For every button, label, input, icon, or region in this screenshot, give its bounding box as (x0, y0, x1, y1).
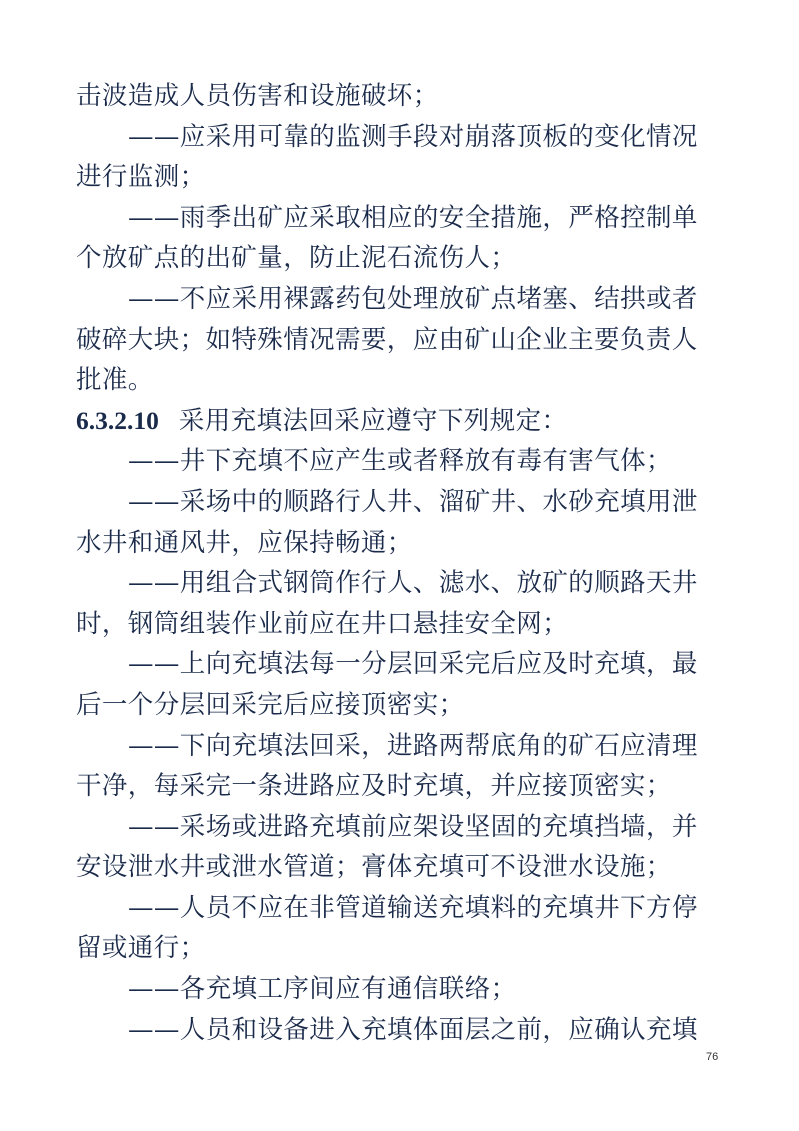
text-line: ——不应采用裸露药包处理放矿点堵塞、结拱或者 (128, 283, 698, 314)
text-line: 留或通行； (76, 933, 206, 964)
text-line: ——雨季出矿应采取相应的安全措施，严格控制单 (128, 202, 698, 233)
text-line: 批准。 (76, 365, 154, 396)
text-line: 击波造成人员伤害和设施破坏； (76, 81, 439, 111)
text-line: 时，钢筒组装作业前应在井口悬挂安全网； (76, 608, 569, 639)
text-line: ——应采用可靠的监测手段对崩落顶板的变化情况 (128, 121, 698, 152)
section-number: 6.3.2.10 (76, 405, 159, 435)
text-line: 干净，每采完一条进路应及时充填，并应接顶密实； (76, 771, 672, 802)
text-line: ——各充填工序间应有通信联络； (128, 974, 517, 1005)
text-line: 个放矿点的出矿量，防止泥石流伤人； (76, 243, 517, 274)
text-line: 水井和通风井，应保持畅通； (76, 527, 413, 558)
text-line: ——上向充填法每一分层回采完后应及时充填，最 (128, 649, 698, 680)
section-heading (76, 401, 726, 442)
text-line: 后一个分层回采完后应接顶密实； (76, 689, 465, 720)
page-number: 76 (706, 1051, 719, 1063)
text-line: ——人员和设备进入充填体面层之前，应确认充填 (128, 1014, 698, 1045)
text-line: ——用组合式钢筒作行人、滤水、放矿的顺路天井 (128, 568, 698, 599)
text-line: ——采场或进路充填前应架设坚固的充填挡墙，并 (128, 811, 698, 842)
text-line: 破碎大块；如特殊情况需要，应由矿山企业主要负责人 (76, 324, 698, 355)
text-line: ——井下充填不应产生或者释放有毒有害气体； (128, 446, 672, 477)
section-title: 采用充填法回采应遵守下列规定： (178, 405, 568, 436)
text-line: 安设泄水井或泄水管道；膏体充填可不设泄水设施； (76, 852, 672, 883)
text-line: ——下向充填法回采，进路两帮底角的矿石应清理 (128, 730, 698, 761)
text-line: ——采场中的顺路行人井、溜矿井、水砂充填用泄 (128, 486, 698, 517)
text-line: ——人员不应在非管道输送充填料的充填井下方停 (128, 892, 698, 923)
text-line: 进行监测； (76, 162, 206, 193)
document-body (76, 76, 726, 1050)
